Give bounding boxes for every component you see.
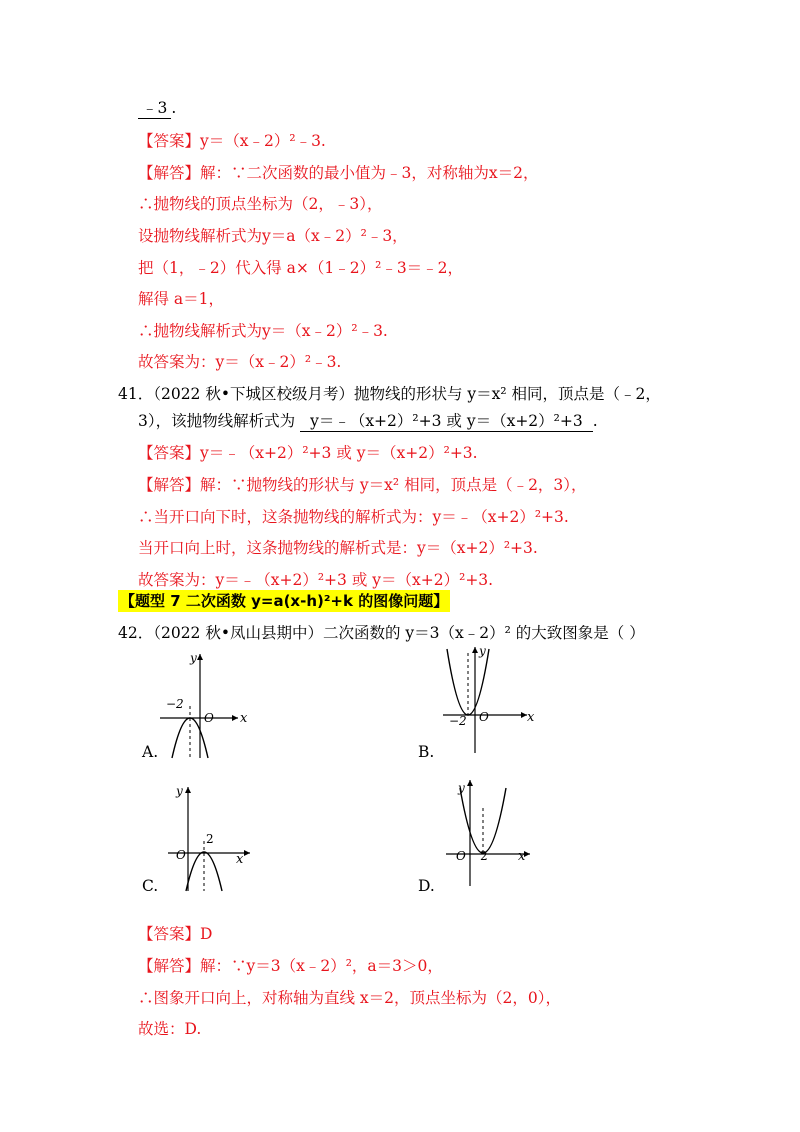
- graph-d-tick: 2: [480, 849, 488, 863]
- q42-answer: 【答案】D: [138, 925, 213, 943]
- graph-c-tick: 2: [206, 832, 214, 846]
- q41-solution-line: 【解答】解：∵抛物线的形状与 y＝x² 相同，顶点是（﹣2，3），: [138, 476, 587, 494]
- graph-a-x-label: x: [240, 711, 248, 726]
- option-b-label[interactable]: B.: [418, 743, 435, 761]
- graph-option-b[interactable]: [435, 645, 555, 755]
- option-d-label[interactable]: D.: [418, 877, 435, 895]
- prev-solution-line: ∴抛物线解析式为y＝（x﹣2）²﹣3.: [138, 322, 388, 340]
- q42-solution-line: ∴图象开口向上，对称轴为直线 x＝2，顶点坐标为（2，0），: [138, 989, 562, 1007]
- prev-answer: 【答案】y＝（x﹣2）²﹣3.: [138, 132, 326, 150]
- graph-c-origin: O: [176, 848, 186, 862]
- graph-b-y-label: y: [479, 645, 486, 658]
- section-heading: 【题型 7 二次函数 y=a(x-h)²+k 的图像问题】: [120, 592, 449, 610]
- graph-a-tick: −2: [166, 697, 184, 711]
- graph-option-d[interactable]: [438, 778, 558, 888]
- option-a-label[interactable]: A.: [142, 743, 159, 761]
- prev-answer-tail: ﹣3 .: [138, 98, 176, 119]
- graph-c-x-label: x: [236, 852, 244, 867]
- graph-d-y-label: y: [458, 781, 465, 795]
- prev-solution-line: 【解答】解：∵二次函数的最小值为﹣3，对称轴为x＝2，: [138, 164, 539, 182]
- graph-d-x-label: x: [518, 849, 526, 864]
- graph-b-x-label: x: [527, 710, 535, 725]
- prev-solution-line: 把（1，﹣2）代入得 a×（1﹣2）²﹣3＝﹣2，: [138, 259, 464, 277]
- q41-solution-line: 当开口向上时，这条抛物线的解析式是：y＝（x+2）²+3.: [138, 539, 538, 557]
- q41-solution-line: 故答案为：y＝﹣（x+2）²+3 或 y＝（x+2）²+3.: [138, 571, 494, 589]
- q42-solution-line: 故选：D.: [138, 1020, 202, 1038]
- graph-d-origin: O: [456, 849, 466, 863]
- graph-option-a[interactable]: [150, 650, 270, 760]
- q41-solution-line: ∴当开口向下时，这条抛物线的解析式为：y＝﹣（x+2）²+3.: [138, 508, 569, 526]
- graph-c-y-label: y: [176, 784, 183, 798]
- q42-solution-line: 【解答】解：∵y＝3（x﹣2）²，a＝3＞0，: [138, 957, 443, 975]
- q41-answer: 【答案】y＝﹣（x+2）²+3 或 y＝（x+2）²+3.: [138, 444, 478, 462]
- q41-stem-line2: 3），该抛物线解析式为 y＝﹣（x+2）²+3 或 y＝（x+2）²+3 .: [138, 412, 598, 430]
- option-c-label[interactable]: C.: [142, 877, 159, 895]
- graph-b-tick: −2: [449, 714, 467, 728]
- graph-a-origin: O: [204, 711, 214, 725]
- prev-solution-line: 设抛物线解析式为y＝a（x﹣2）²﹣3，: [138, 227, 408, 245]
- prev-solution-line: 故答案为：y＝（x﹣2）²﹣3.: [138, 353, 342, 371]
- prev-solution-line: 解得 a＝1，: [138, 290, 225, 308]
- graph-b-origin: O: [479, 710, 489, 724]
- graph-option-c[interactable]: [160, 783, 280, 893]
- q42-stem: 42．（2022 秋•凤山县期中）二次函数的 y＝3（x﹣2）² 的大致图象是（ ）: [118, 624, 645, 642]
- prev-solution-line: ∴抛物线的顶点坐标为（2，﹣3），: [138, 195, 383, 213]
- graph-a-y-label: y: [190, 651, 197, 665]
- q41-answer-blank: y＝﹣（x+2）²+3 或 y＝（x+2）²+3: [300, 411, 593, 432]
- q41-stem-line1: 41．（2022 秋•下城区校级月考）抛物线的形状与 y＝x² 相同，顶点是（﹣2，: [118, 385, 661, 403]
